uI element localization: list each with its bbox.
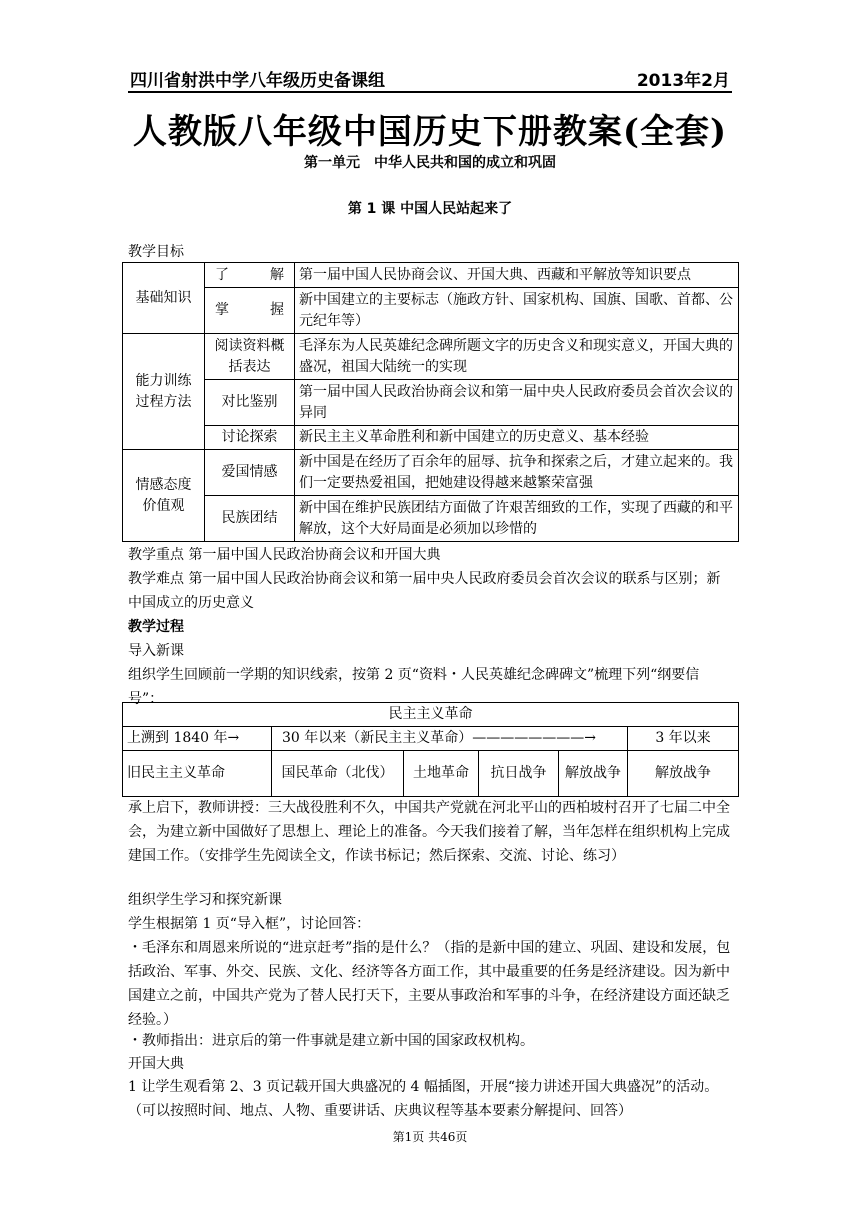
objectives-table <box>122 262 739 542</box>
page-number: 第1页 共46页 <box>392 1130 468 1144</box>
outline-cell: 国民革命（北伐） <box>272 751 404 797</box>
outline-cell: 上溯到 1840 年→ <box>123 727 272 751</box>
sub-label <box>205 334 295 380</box>
objective-text: 新中国建立的主要标志（施政方针、国家机构、国旗、国歌、首都、公元纪年等） <box>295 288 739 334</box>
header-divider <box>128 91 732 93</box>
outline-cell-text: 土地革命 <box>413 765 469 781</box>
intro-text: 组织学生回顾前一学期的知识线索，按第 2 页“资料・人民英雄纪念碑碑文”梳理下列“纲要信号”： <box>128 667 700 707</box>
outline-header: 民主主义革命 <box>123 703 739 727</box>
sub-label: 了 解 <box>205 263 295 288</box>
objective-text: 新中国是在经历了百余年的屈辱、抗争和探索之后，才建立起来的。我们一定要热爱祖国，把她建设得越来越繁荣富强 <box>295 450 739 496</box>
paragraph: ・教师指出：进京后的第一件事就是建立新中国的国家政权机构。 <box>128 1033 534 1049</box>
group-label-text: 情感态度价值观 <box>135 476 192 514</box>
outline-cell-text: 解放战争 <box>655 765 711 781</box>
outline-cell-text: 解放战争 <box>565 765 621 781</box>
objective-text: 新民主主义革命胜利和新中国建立的历史意义、基本经验 <box>295 426 739 450</box>
paragraph: 承上启下，教师讲授：三大战役胜利不久，中国共产党就在河北平山的西柏坡村召开了七届二中全会，为建立新中国做好了思想上、理论上的准备。今天我们接着了解，当年怎样在组织机构上完成建国工作。（安排学生先阅读全文，作读书标记；然后探索、交流、讨论、练习） <box>128 800 730 864</box>
paragraph: 1 让学生观看第 2、3 页记载开国大典盛况的 4 幅插图，开展“接力讲述开国大典盛况”的活动。（可以按照时间、地点、人物、重要讲话、庆典议程等基本要素分解提问、回答） <box>128 1079 719 1119</box>
sub-label: 爱国情感 <box>205 450 295 496</box>
outline-cell: 抗日战争 <box>479 751 559 797</box>
outline-cell: 旧民主主义革命 <box>123 751 272 797</box>
group-label-emotion <box>123 450 205 542</box>
objective-text: 第一届中国人民政治协商会议和第一届中央人民政府委员会首次会议的异同 <box>295 380 739 426</box>
objective-text: 第一届中国人民协商会议、开国大典、西藏和平解放等知识要点 <box>295 263 739 288</box>
sub-label-text: 阅读资料概括表达 <box>214 337 285 375</box>
section-heading: 开国大典 <box>128 1056 184 1072</box>
group-label-basic: 基础知识 <box>123 263 205 334</box>
sub-label: 民族团结 <box>205 496 295 542</box>
paragraph: 学生根据第 1 页“导入框”，讨论回答： <box>128 916 371 932</box>
header-left: 四川省射洪中学八年级历史备课组 <box>130 71 385 91</box>
document-title: 人教版八年级中国历史下册教案(全套) <box>132 112 728 152</box>
sub-label: 掌 握 <box>205 288 295 334</box>
difficulty: 教学难点 第一届中国人民政治协商会议和第一届中央人民政府委员会首次会议的联系与区别；新中国成立的历史意义 <box>128 571 721 611</box>
paragraph: ・毛泽东和周恩来所说的“进京赶考”指的是什么？（指的是新中国的建立、巩固、建设和发展，包括政治、军事、外交、民族、文化、经济等各方面工作，其中最重要的任务是经济建设。因为新中国建立之前，中国共产党为了替人民打天下，主要从事政治和军事的斗争，在经济建设方面还缺乏经验。） <box>128 940 731 1028</box>
sub-label: 对比鉴别 <box>205 380 295 426</box>
header-right: 2013年2月 <box>636 71 730 91</box>
unit-title: 第一单元 中华人民共和国的成立和巩固 <box>304 155 556 171</box>
outline-cell <box>404 751 479 797</box>
objective-text: 毛泽东为人民英雄纪念碑所题文字的历史含义和现实意义，开国大典的盛况，祖国大陆统一的实现 <box>295 334 739 380</box>
paragraph: 组织学生学习和探究新课 <box>128 892 282 908</box>
outline-cell <box>559 751 628 797</box>
objectives-label: 教学目标 <box>128 244 184 260</box>
objective-text: 新中国在维护民族团结方面做了许艰苦细致的工作，实现了西藏的和平解放，这个大好局面是必须加以珍惜的 <box>295 496 739 542</box>
outline-cell: 30 年以来（新民主主义革命）————————→ <box>272 727 628 751</box>
outline-cell <box>628 751 739 797</box>
group-label-text: 能力训练过程方法 <box>135 372 192 410</box>
process-label: 教学过程 <box>128 619 184 635</box>
outline-cell: 3 年以来 <box>628 727 739 751</box>
lesson-title: 第 1 课 中国人民站起来了 <box>347 201 513 217</box>
outline-table <box>122 702 739 797</box>
intro-label: 导入新课 <box>128 643 184 659</box>
sub-label: 讨论探索 <box>205 426 295 450</box>
key-point: 教学重点 第一届中国人民政治协商会议和开国大典 <box>128 547 441 563</box>
group-label-ability <box>123 334 205 450</box>
